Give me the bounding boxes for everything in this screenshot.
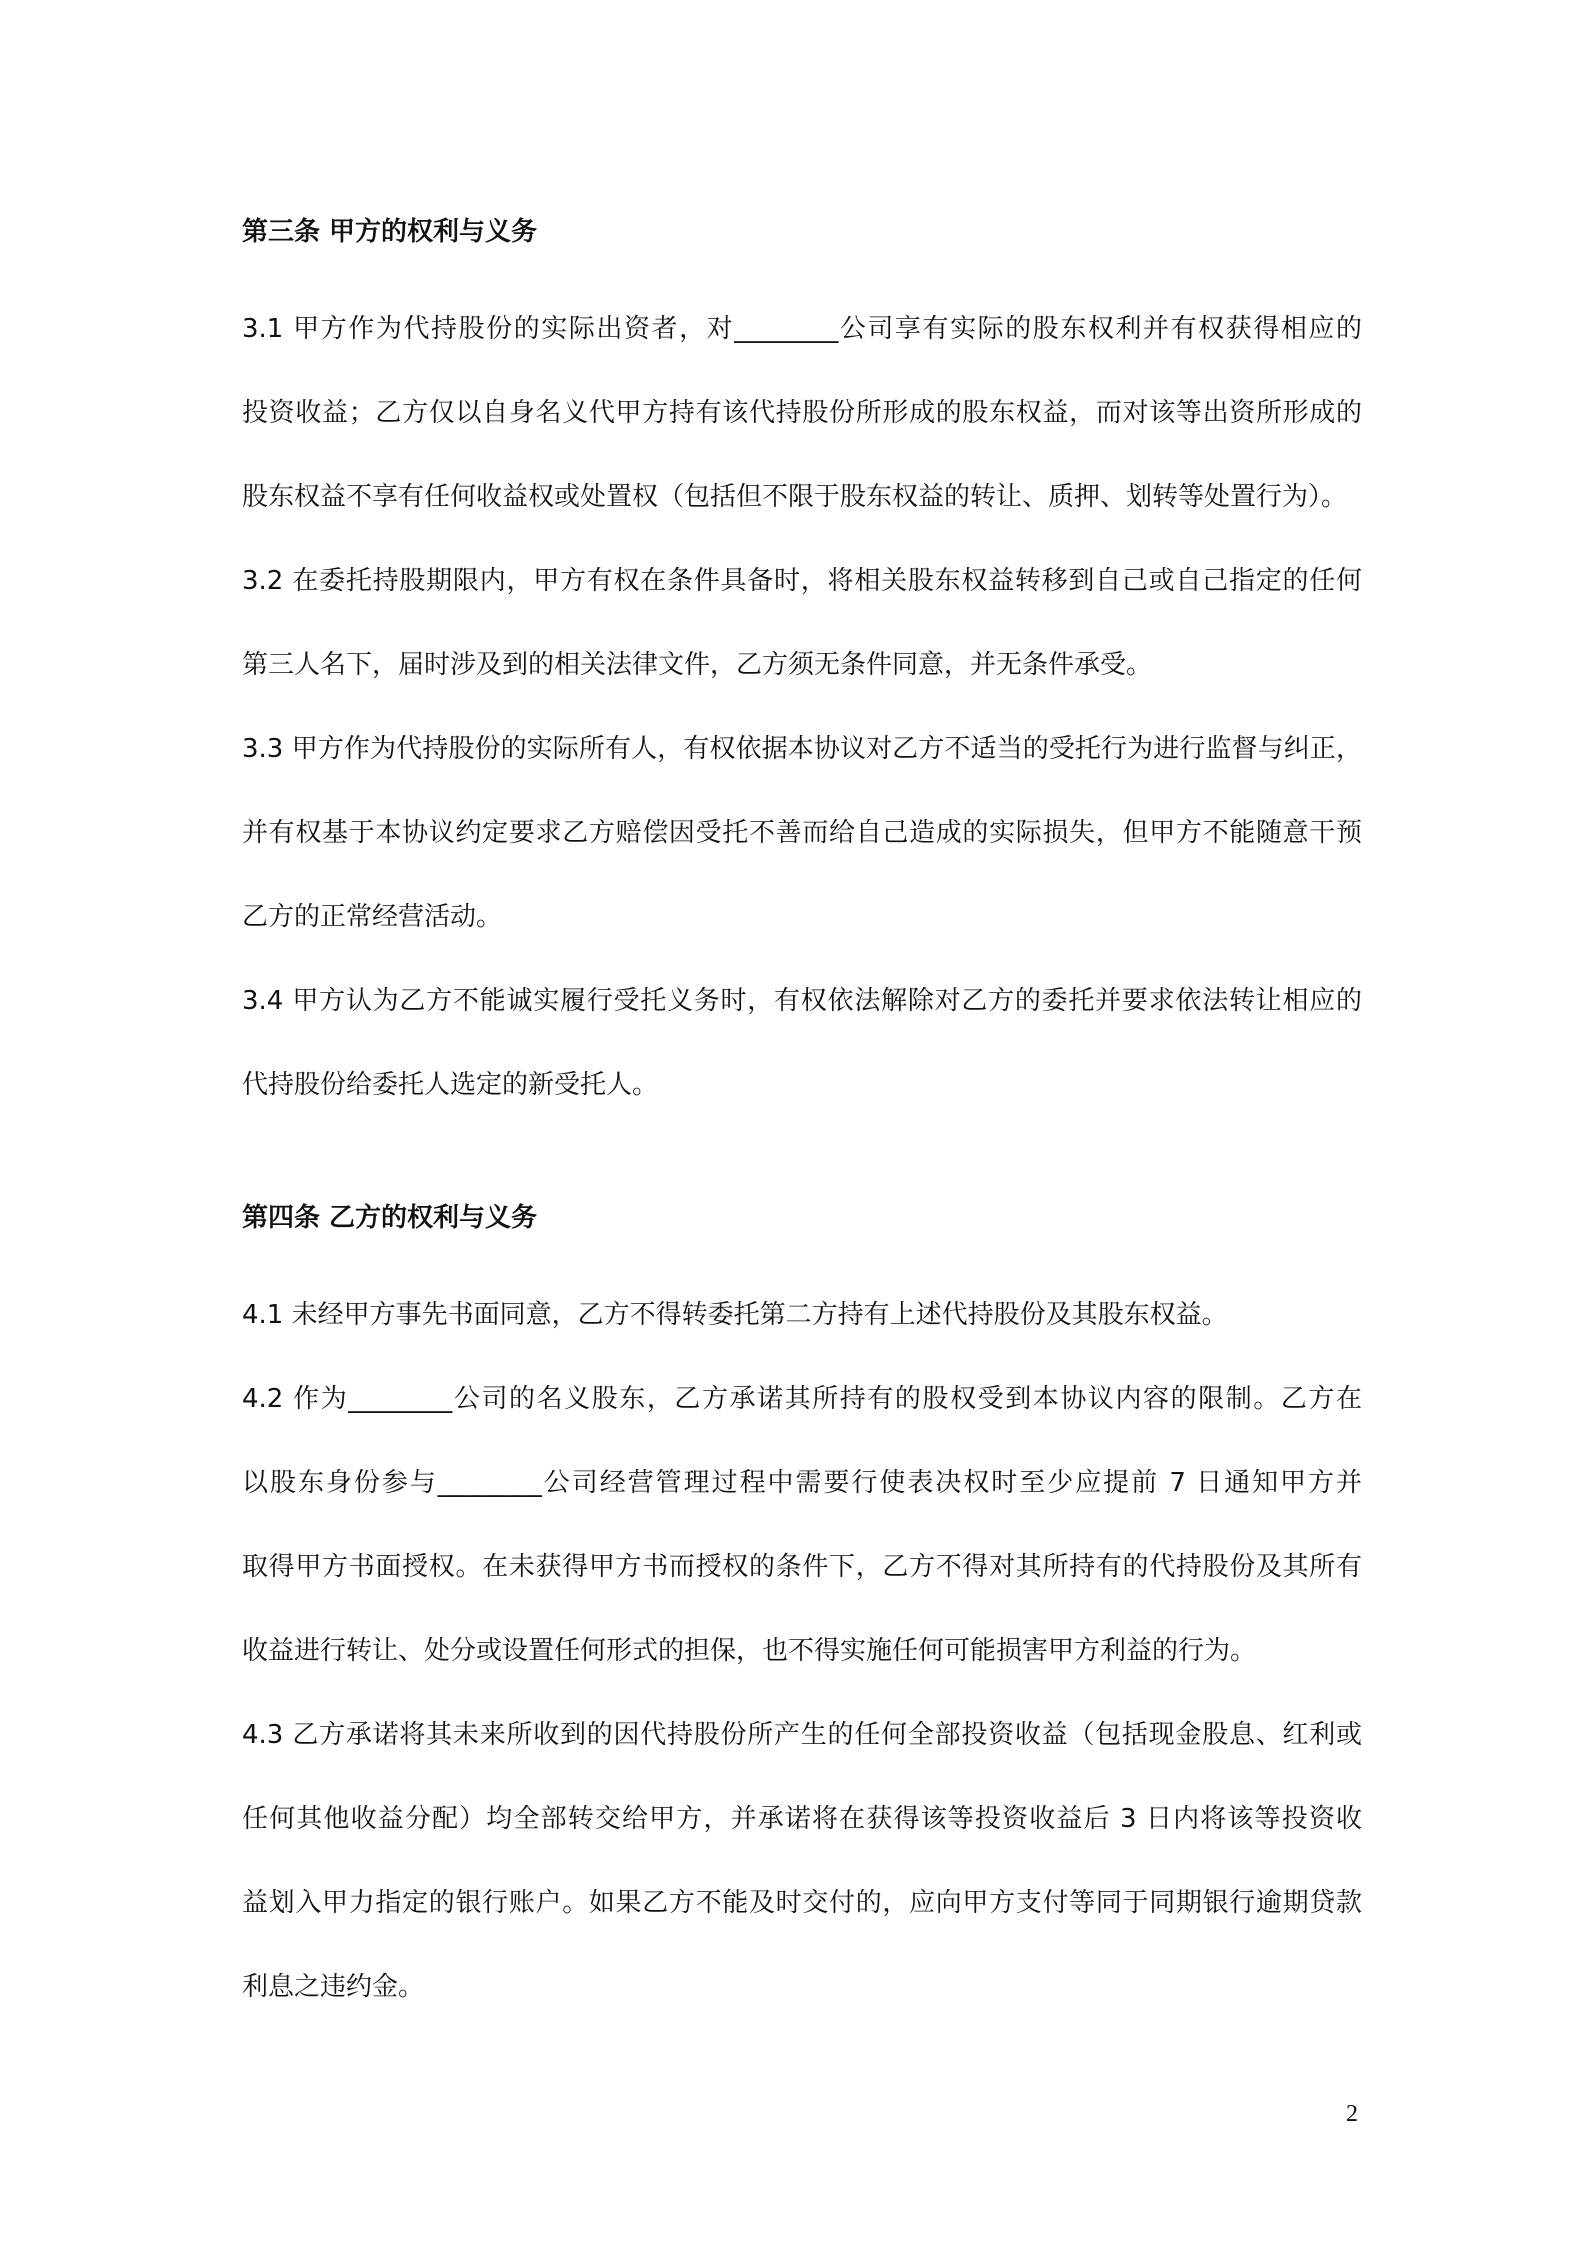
clause-line: 3.1 甲方作为代持股份的实际出资者，对________公司享有实际的股东权利并有权获得相应的 <box>242 314 1362 344</box>
section-gap <box>242 1127 1362 1191</box>
clause-3-2 <box>242 539 1362 707</box>
section-3-heading: 第三条 甲方的权利与义务 <box>242 217 538 247</box>
clause-line: 3.4 甲方认为乙方不能诚实履行受托义务时，有权依法解除对乙方的委托并要求依法转让相应的 <box>242 986 1362 1016</box>
clause-line: 4.3 乙方承诺将其未来所收到的因代持股份所产生的任何全部投资收益（包括现金股息、红利或 <box>242 1720 1362 1750</box>
page-number: 2 <box>1346 2101 1358 2127</box>
clause-line: 投资收益；乙方仅以自身名义代甲方持有该代持股份所形成的股东权益，而对该等出资所形成的 <box>242 398 1362 428</box>
clause-line: 乙方的正常经营活动。 <box>242 902 503 932</box>
clause-line: 3.2 在委托持股期限内，甲方有权在条件具备时，将相关股东权益转移到自己或自己指定的任何 <box>242 566 1362 596</box>
clause-3-3 <box>242 707 1362 959</box>
document-body <box>242 205 1362 2029</box>
clause-line: 取得甲方书面授权。在未获得甲方书而授权的条件下，乙方不得对其所持有的代持股份及其所有 <box>242 1552 1362 1582</box>
clause-line: 股东权益不享有任何收益权或处置权（包括但不限于股东权益的转让、质押、划转等处置行为）。 <box>242 482 1348 512</box>
clause-3-1 <box>242 287 1362 539</box>
clause-line: 代持股份给委托人选定的新受托人。 <box>242 1070 659 1100</box>
clause-line: 收益进行转让、处分或设置任何形式的担保，也不得实施任何可能损害甲方利益的行为。 <box>242 1636 1257 1666</box>
clause-line: 并有权基于本协议约定要求乙方赔偿因受托不善而给自己造成的实际损失，但甲方不能随意干预 <box>242 818 1362 848</box>
clause-4-1 <box>242 1273 1362 1357</box>
clause-line: 4.2 作为________公司的名义股东，乙方承诺其所持有的股权受到本协议内容的限制。乙方在 <box>242 1384 1362 1414</box>
clause-3-4 <box>242 959 1362 1127</box>
clause-4-2 <box>242 1357 1362 1693</box>
clause-line: 3.3 甲方作为代持股份的实际所有人，有权依据本协议对乙方不适当的受托行为进行监督与纠正， <box>242 734 1362 764</box>
clause-line: 第三人名下，届时涉及到的相关法律文件，乙方须无条件同意，并无条件承受。 <box>242 650 1153 680</box>
clause-line: 任何其他收益分配）均全部转交给甲方，并承诺将在获得该等投资收益后 3 日内将该等投资收 <box>242 1804 1362 1834</box>
clause-line: 益划入甲力指定的银行账户。如果乙方不能及时交付的，应向甲方支付等同于同期银行逾期贷款 <box>242 1888 1362 1918</box>
clause-line: 4.1 未经甲方事先书面同意，乙方不得转委托第二方持有上述代持股份及其股东权益。 <box>242 1300 1228 1330</box>
clause-line: 以股东身份参与________公司经营管理过程中需要行使表决权时至少应提前 7 日通知甲方并 <box>242 1468 1362 1498</box>
clause-line: 利息之违约金。 <box>242 1972 425 2002</box>
clause-4-3 <box>242 1693 1362 2029</box>
section-4-heading: 第四条 乙方的权利与义务 <box>242 1203 538 1233</box>
